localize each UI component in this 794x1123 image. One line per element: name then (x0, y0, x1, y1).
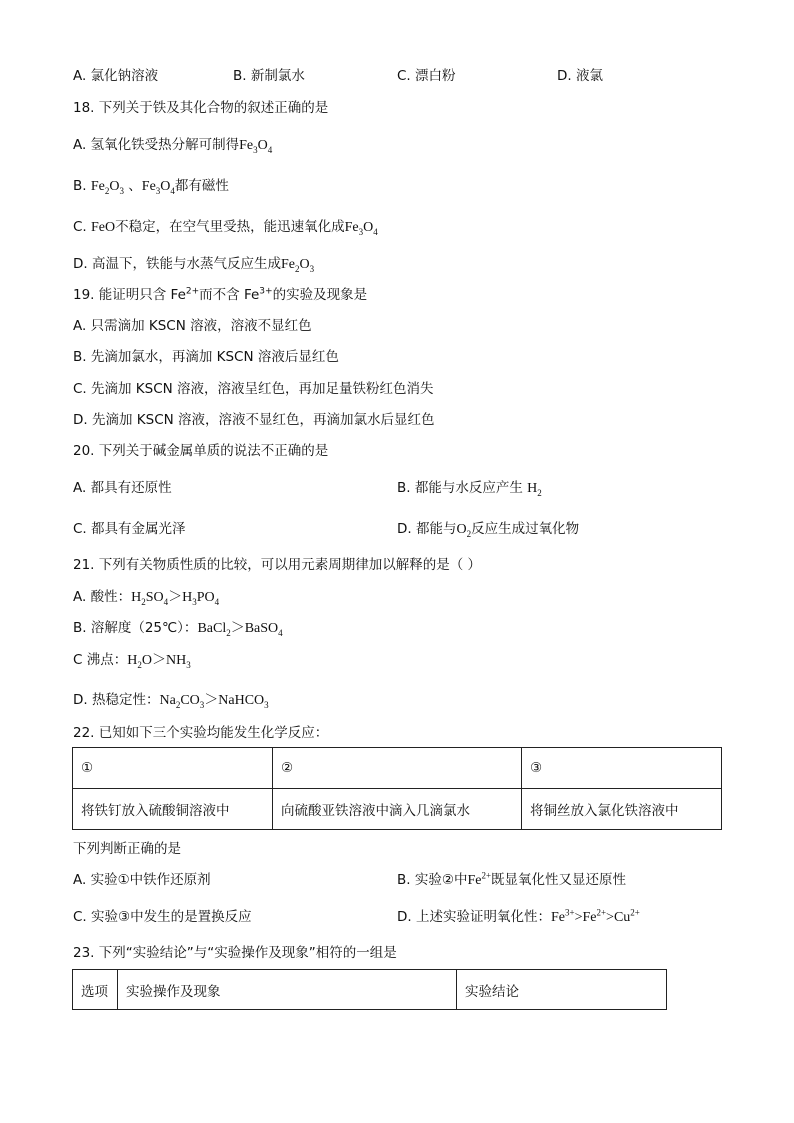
q22-option-a: A. 实验①中铁作还原剂 (73, 872, 211, 888)
q18-option-b: B. $Fe_2O_3$ 、$Fe_3O_4$都有磁性 (73, 178, 229, 196)
q19-option-b: B. 先滴加氯水，再滴加 KSCN 溶液后显红色 (73, 349, 339, 365)
q21-stem: 21. 下列有关物质性质的比较，可以用元素周期律加以解释的是（ ） (73, 557, 482, 573)
q20-option-d: D. 都能与$O_2$反应生成过氧化物 (397, 521, 580, 539)
q22-header-2: ② (273, 748, 522, 789)
q19-option-a: A. 只需滴加 KSCN 溶液，溶液不显红色 (73, 318, 312, 334)
q17-option-d: D. 液氯 (557, 68, 603, 84)
q23-header-option: 选项 (73, 970, 118, 1010)
q17-option-a: A. 氯化钠溶液 (73, 68, 159, 84)
q21-option-c: C 沸点：$H_2O>NH_3$ (73, 652, 191, 670)
q23-header-operation: 实验操作及现象 (118, 970, 457, 1010)
q23-table (72, 969, 667, 1010)
q22-cell-1: 将铁钉放入硫酸铜溶液中 (73, 789, 273, 830)
q22-option-c: C. 实验③中发生的是置换反应 (73, 909, 252, 925)
q17-option-c: C. 漂白粉 (397, 68, 456, 84)
q22-cell-3: 将铜丝放入氯化铁溶液中 (522, 789, 722, 830)
q21-option-a: A. 酸性：$H_2SO_4>H_3PO_4$ (73, 589, 220, 607)
q22-judge-prompt: 下列判断正确的是 (73, 841, 181, 857)
q21-option-d: D. 热稳定性：$Na_2CO_3>NaHCO_3$ (73, 692, 269, 710)
q20-stem: 20. 下列关于碱金属单质的说法不正确的是 (73, 443, 329, 459)
q20-option-a: A. 都具有还原性 (73, 480, 172, 496)
q18-option-d: D. 高温下，铁能与水蒸气反应生成$Fe_2O_3$ (73, 256, 315, 274)
q22-option-b: B. 实验②中$Fe^{2+}$既显氧化性又显还原性 (397, 870, 627, 888)
q19-option-d: D. 先滴加 KSCN 溶液，溶液不显红色，再滴加氯水后显红色 (73, 412, 435, 428)
q23-header-conclusion: 实验结论 (457, 970, 667, 1010)
q18-option-c: C. FeO不稳定，在空气里受热，能迅速氧化成$Fe_3O_4$ (73, 219, 378, 237)
q22-header-3: ③ (522, 748, 722, 789)
q22-stem: 22. 已知如下三个实验均能发生化学反应： (73, 725, 329, 741)
q18-stem: 18. 下列关于铁及其化合物的叙述正确的是 (73, 100, 329, 116)
q19-stem: 19. 能证明只含 $Fe^{2+}$而不含 $Fe^{3+}$的实验及现象是 (73, 286, 368, 303)
q17-option-b: B. 新制氯水 (233, 68, 305, 84)
q22-header-1: ① (73, 748, 273, 789)
q22-option-d: D. 上述实验证明氧化性：$Fe^{3+}>Fe^{2+}>Cu^{2+}$ (397, 907, 640, 925)
q18-option-a: A. 氢氧化铁受热分解可制得$Fe_3O_4$ (73, 137, 273, 155)
q22-cell-2: 向硫酸亚铁溶液中滴入几滴氯水 (273, 789, 522, 830)
q23-stem: 23. 下列“实验结论”与“实验操作及现象”相符的一组是 (73, 945, 397, 961)
q20-option-b: B. 都能与水反应产生 $H_2$ (397, 480, 542, 498)
q21-option-b: B. 溶解度（25℃）：BaCl$_2$＞BaSO$_4$ (73, 620, 283, 638)
q20-option-c: C. 都具有金属光泽 (73, 521, 186, 537)
q19-option-c: C. 先滴加 KSCN 溶液，溶液呈红色，再加足量铁粉红色消失 (73, 381, 434, 397)
q22-table (72, 747, 722, 830)
